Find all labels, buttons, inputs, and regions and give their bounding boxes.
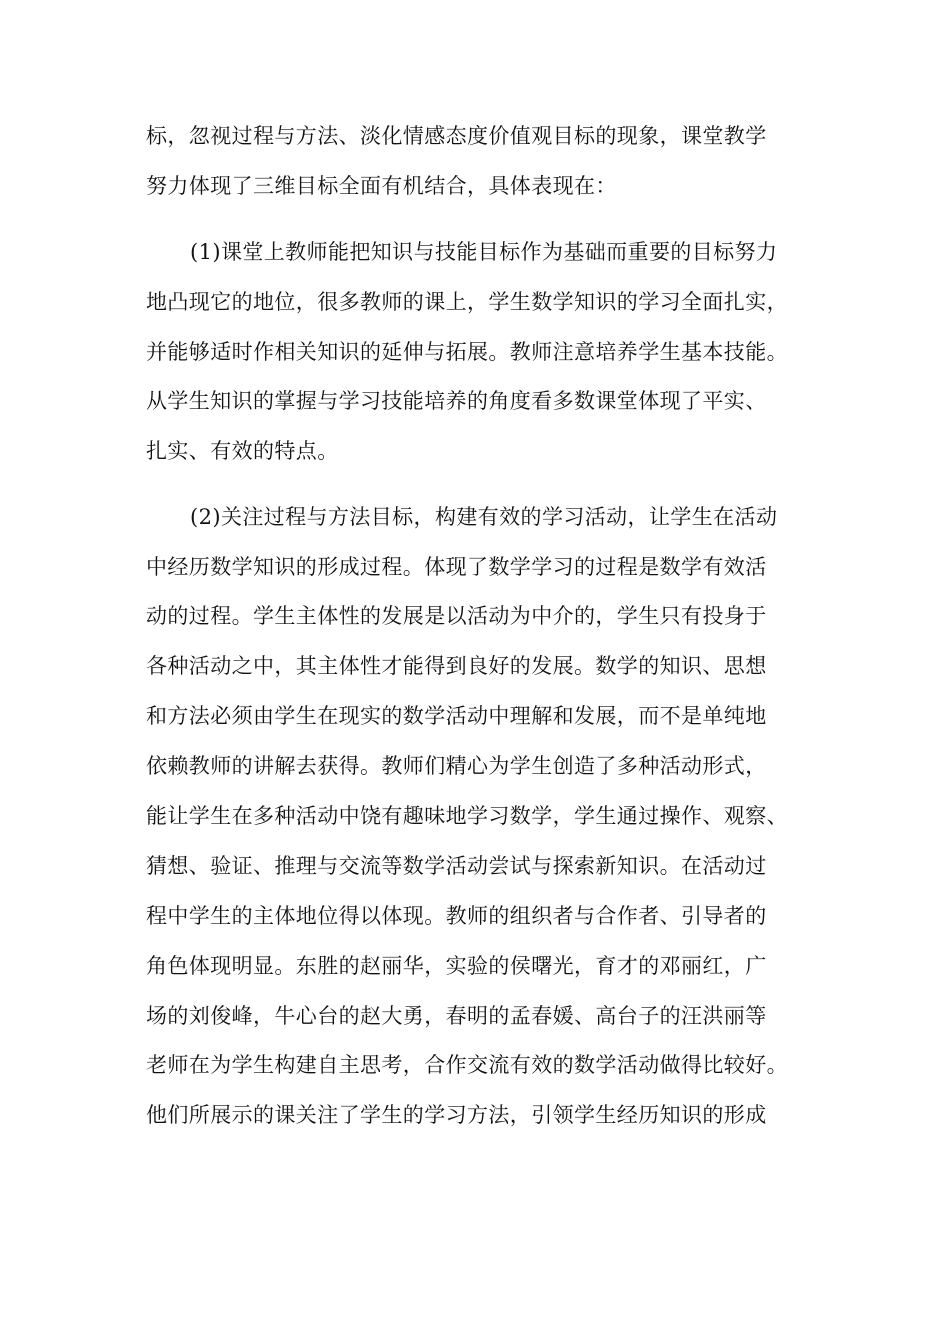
text-line: 并能够适时作相关知识的延伸与拓展。教师注意培养学生基本技能。 [146,340,788,364]
text-line: 能让学生在多种活动中饶有趣味地学习数学，学生通过操作、观察、 [146,804,788,828]
text-line: 动的过程。学生主体性的发展是以活动为中介的，学生只有投身于 [146,604,767,628]
text-line: 扎实、有效的特点。 [146,439,339,463]
text-line: 程中学生的主体地位得以体现。教师的组织者与合作者、引导者的 [146,904,767,928]
text-line: 场的刘俊峰，牛心台的赵大勇，春明的孟春媛、高台子的汪洪丽等 [146,1004,767,1028]
text-line: 老师在为学生构建自主思考，合作交流有效的数学活动做得比较好。 [146,1053,788,1077]
text-line: 他们所展示的课关注了学生的学习方法，引领学生经历知识的形成 [146,1103,767,1127]
text-line: (1)课堂上教师能把知识与技能目标作为基础而重要的目标努力 [190,240,778,264]
text-line: 从学生知识的掌握与学习技能培养的角度看多数课堂体现了平实、 [146,389,767,413]
text-line: (2)关注过程与方法目标，构建有效的学习活动，让学生在活动 [190,505,778,529]
text-line: 中经历数学知识的形成过程。体现了数学学习的过程是数学有效活 [146,555,767,579]
text-line: 角色体现明显。东胜的赵丽华，实验的侯曙光，育才的邓丽红，广 [146,954,767,978]
text-line: 和方法必须由学生在现实的数学活动中理解和发展，而不是单纯地 [146,704,767,728]
text-line: 依赖教师的讲解去获得。教师们精心为学生创造了多种活动形式， [146,754,767,778]
text-line: 地凸现它的地位，很多教师的课上，学生数学知识的学习全面扎实， [146,290,788,314]
text-line: 标，忽视过程与方法、淡化情感态度价值观目标的现象，课堂教学 [146,124,767,148]
text-line: 猜想、验证、推理与交流等数学活动尝试与探索新知识。在活动过 [146,854,767,878]
text-line: 各种活动之中，其主体性才能得到良好的发展。数学的知识、思想 [146,654,767,678]
text-line: 努力体现了三维目标全面有机结合，具体表现在： [146,174,617,198]
